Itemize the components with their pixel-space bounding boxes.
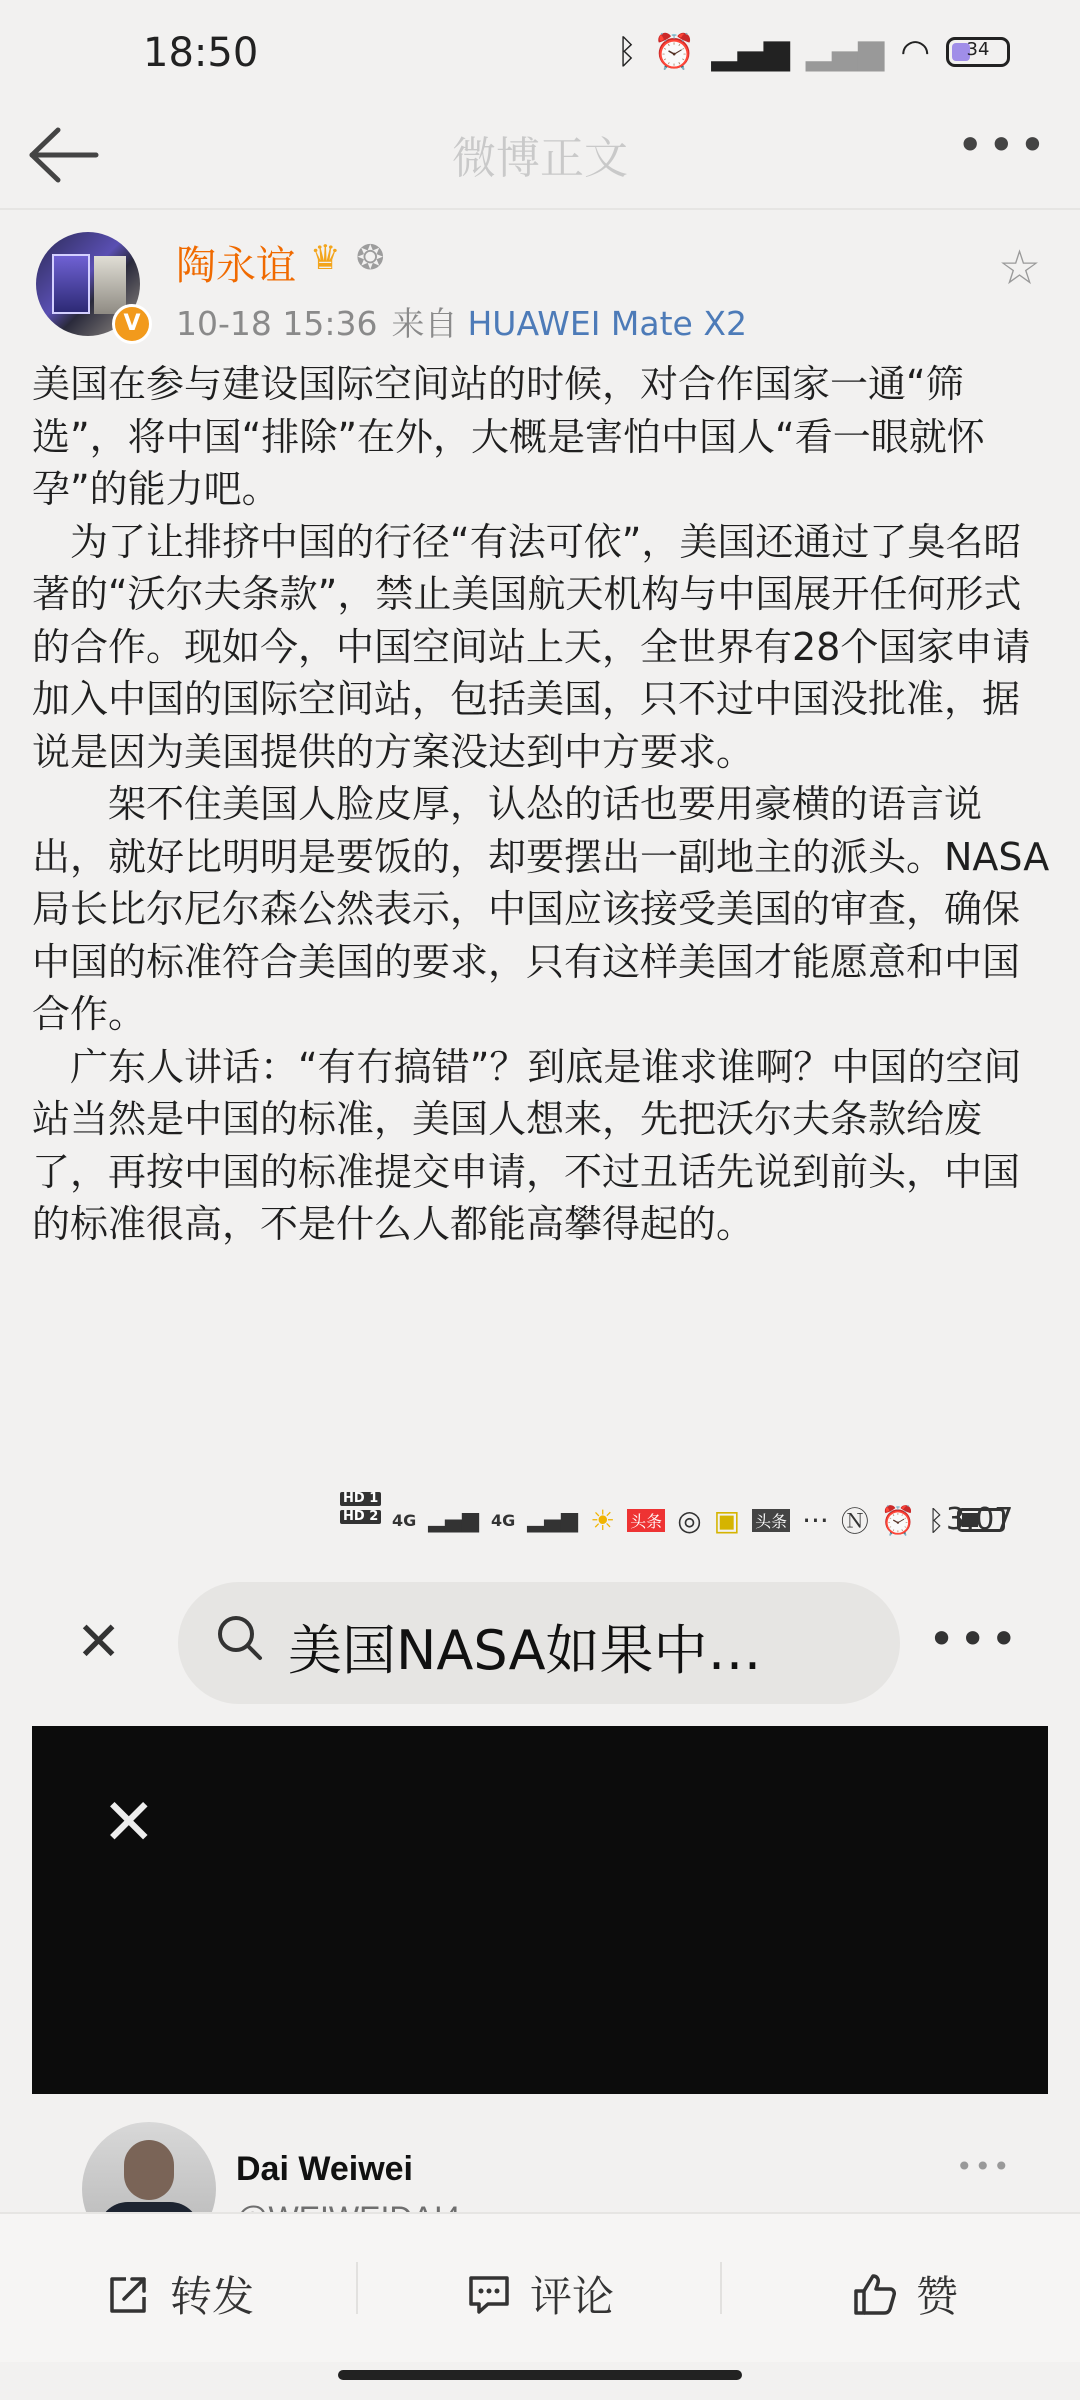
close-icon: ✕ (76, 1610, 122, 1673)
book-cover (52, 254, 90, 314)
medal-icon[interactable]: ❂ (356, 238, 385, 278)
alarm-icon: ⏰ (653, 32, 696, 72)
verified-badge-icon: V (112, 304, 152, 344)
embedded-status-icons (392, 1500, 1005, 1540)
post-paragraph: 为了让排挤中国的行径“有法可依”，美国还通过了臭名昭著的“沃尔夫条款”，禁止美国航天机构与中国展开任何形式的合作。现如今，中国空间站上天，全世界有28个国家申请加入中国的国际空间站，包括美国，只不过中国没批准，据说是因为美国提供的方案没达到中方要求。 (32, 519, 1031, 774)
post-paragraph: 广东人讲话：“有冇搞错”？到底是谁求谁啊？中国的空间站当然是中国的标准，美国人想来，先把沃尔夫条款给废了，再按中国的标准提交申请，不过丑话先说到前头，中国的标准很高，不是什么人都能高攀得起的。 (32, 1044, 1022, 1246)
bluetooth-icon: ᛒ (616, 32, 638, 72)
share-icon (106, 2271, 152, 2317)
status-bar (0, 0, 1080, 115)
comment-icon (466, 2271, 512, 2317)
home-indicator[interactable] (338, 2370, 742, 2380)
like-label: 赞 (916, 2272, 959, 2321)
thumbs-up-icon (852, 2271, 898, 2317)
divider (356, 2262, 358, 2314)
post-paragraph: 美国在参与建设国际空间站的时候，对合作国家一通“筛选”，将中国“排除”在外，大概是害怕中国人“看一眼就怀孕”的能力吧。 (32, 362, 985, 511)
embedded-hd-badges (340, 1492, 381, 1524)
post-paragraph: 架不住美国人脸皮厚，认怂的话也要用豪横的语言说出，就好比明明是要饭的，却要摆出一副地主的派头。NASA局长比尔尼尔森公然表示，中国应该接受美国的审查，确保中国的标准符合美国的要求，只有这样美国才能愿意和中国合作。 (32, 782, 1050, 1036)
more-dots: ··· (802, 1503, 829, 1537)
app-badge: 头条 (752, 1509, 790, 1532)
wifi-icon: ◠ (900, 32, 930, 72)
status-time: 18:50 (143, 30, 259, 76)
post-device-link[interactable]: HUAWEI Mate X2 (467, 304, 747, 343)
action-bar (0, 2212, 1080, 2362)
tweet-author-name: Dai Weiwei (236, 2150, 413, 2188)
hd-badge: HD 1 (340, 1492, 381, 1506)
vip-crown-icon[interactable]: ♛ (310, 238, 341, 278)
signal-off-icon: ▂▄▆ (805, 32, 885, 72)
network-label: 4G (491, 1510, 516, 1530)
app-icon: ▣ (713, 1503, 741, 1537)
signal-icon: ▂▄▆ (527, 1507, 579, 1533)
embedded-search-bar (178, 1582, 900, 1704)
book-cover (94, 256, 126, 314)
embedded-video (32, 1726, 1048, 2094)
embedded-status-time: 3:07 (946, 1502, 1014, 1537)
post-meta (176, 298, 747, 345)
repost-label: 转发 (170, 2272, 255, 2321)
page-title: 微博正文 (452, 133, 628, 184)
post-time: 10-18 15:36 (176, 304, 378, 343)
hd-badge: HD 2 (340, 1510, 381, 1524)
post-body (32, 358, 1052, 1251)
post-source-label: 来自 (391, 304, 458, 343)
network-label: 4G (392, 1510, 417, 1530)
author-avatar[interactable] (36, 232, 148, 344)
favorite-star-icon[interactable]: ☆ (998, 240, 1042, 296)
embedded-search-text: 美国NASA如果中… (288, 1619, 762, 1682)
battery-icon (946, 37, 1010, 67)
comment-label: 评论 (530, 2272, 615, 2321)
top-nav (0, 100, 1080, 210)
more-options-button[interactable]: ••• (956, 118, 1050, 172)
nfc-icon: Ⓝ (840, 1505, 869, 1538)
like-button[interactable] (852, 2264, 958, 2324)
comment-button[interactable] (466, 2264, 614, 2324)
battery-level: 34 (966, 39, 990, 60)
app-badge: 头条 (627, 1509, 665, 1532)
status-icons (617, 32, 1010, 72)
repost-button[interactable] (106, 2264, 254, 2324)
alarm-icon: ⏰ (880, 1503, 916, 1537)
bluetooth-icon: ᛒ (927, 1503, 945, 1537)
search-icon (214, 1612, 266, 1664)
more-icon: ••• (928, 1612, 1022, 1666)
signal-icon: ▂▄▆ (711, 32, 790, 72)
divider (720, 2262, 722, 2314)
wechat-icon: ◎ (677, 1503, 702, 1537)
signal-icon: ▂▄▆ (428, 1507, 480, 1533)
weather-icon: ☀ (590, 1503, 616, 1537)
author-name[interactable]: 陶永谊 (176, 243, 296, 289)
close-icon: ✕ (102, 1786, 156, 1860)
more-icon: ••• (956, 2150, 1012, 2183)
avatar-head (124, 2140, 174, 2200)
